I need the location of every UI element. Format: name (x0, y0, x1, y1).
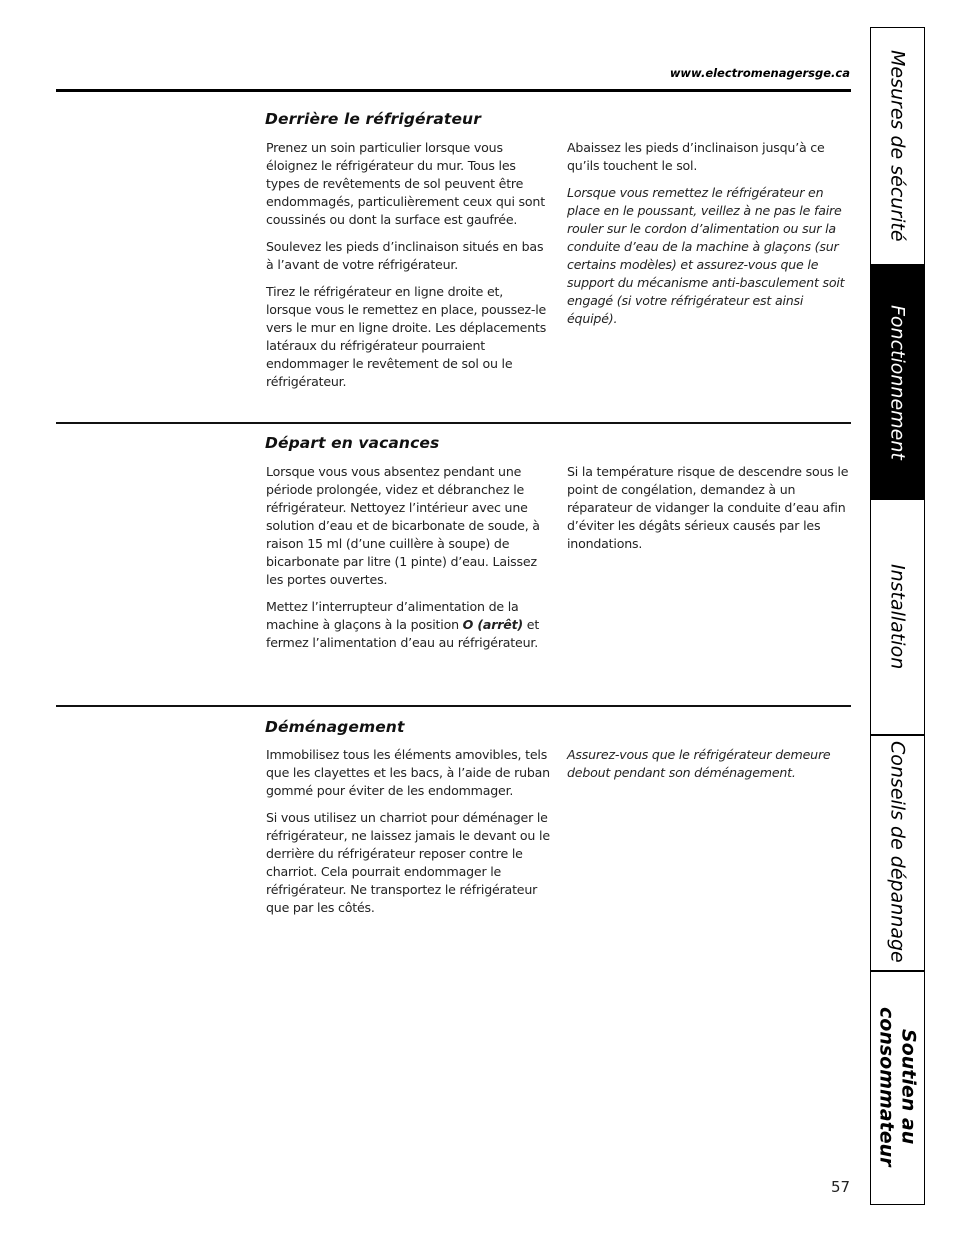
paragraph: Tirez le réfrigérateur en ligne droite et, lorsque vous le remettez en place, poussez-le vers le mur en ligne droite. Les déplacements latéraux du réfrigérateur pourraient endommager le revêtement de sol ou le réfrigérateur. (266, 284, 547, 389)
page-number: 57 (831, 1178, 851, 1196)
paragraph: Si vous utilisez un charriot pour déménager le réfrigérateur, ne laissez jamais le devant ou le derrière du réfrigérateur reposer contre le charriot. Cela pourrait endommager le réfrigérateur. Ne transportez le réfrigérateur que par les côtés. (266, 810, 550, 915)
paragraph: Soulevez les pieds d’inclinaison situés en bas à l’avant de votre réfrigérateur. (266, 239, 544, 272)
tab-label: Conseils de dépannage (886, 741, 909, 963)
tab-safety[interactable] (871, 28, 924, 264)
side-tabs (870, 27, 925, 1205)
section-moving-right (567, 746, 849, 791)
tab-label: Soutien au consommateur (875, 1007, 920, 1167)
tab-operation[interactable] (871, 264, 924, 500)
paragraph-italic: Lorsque vous remettez le réfrigérateur en place en le poussant, veillez à ne pas le faire rouler sur le cordon d’alimentation ou sur la conduite d’eau de la machine à glaçons (sur certains modèles) et assurez-vous que le support du mécanisme anti-basculement soit engagé (si votre réfrigérateur est ainsi équipé). (567, 185, 845, 326)
section-behind-fridge-left (266, 139, 551, 400)
paragraph-italic: Assurez-vous que le réfrigérateur demeure debout pendant son déménagement. (567, 747, 831, 780)
tab-label: Mesures de sécurité (886, 50, 909, 242)
section-rule (56, 705, 851, 707)
section-behind-fridge-right (567, 139, 849, 337)
paragraph: Immobilisez tous les éléments amovibles, tels que les clayettes et les bacs, à l’aide de ruban gommé pour éviter de les endommager. (266, 747, 550, 798)
tab-troubleshooting[interactable] (871, 734, 924, 970)
section-heading-vacation: Départ en vacances (265, 434, 440, 452)
section-heading-moving: Déménagement (265, 718, 405, 736)
tab-installation[interactable] (871, 500, 924, 734)
section-vacation-left (266, 463, 551, 661)
paragraph: Prenez un soin particulier lorsque vous éloignez le réfrigérateur du mur. Tous les types de revêtements de sol peuvent être endommagés, particulièrement ceux qui sont coussinés ou dont la surface est gaufrée. (266, 140, 545, 227)
emphasis-off: O (arrêt) (462, 617, 523, 632)
text: Mettez l’interrupteur d’alimentation de la machine à glaçons à la position (266, 599, 519, 632)
text: et fermez l’alimentation d’eau au réfrigérateur. (266, 617, 540, 650)
paragraph: Si la température risque de descendre sous le point de congélation, demandez à un réparateur de vidanger la conduite d’eau afin d’éviter les dégâts sérieux causés par les inondations. (567, 464, 849, 551)
tab-label: Fonctionnement (886, 304, 909, 460)
tab-label: Installation (886, 564, 909, 670)
paragraph: Lorsque vous vous absentez pendant une période prolongée, videz et débranchez le réfrigérateur. Nettoyez l’intérieur avec une solution d’eau et de bicarbonate de soude, à raison 15 ml (d’une cuillère à soupe) de bicarbonate par litre (1 pinte) d’eau. Laissez les portes ouvertes. (266, 464, 540, 587)
paragraph: Abaissez les pieds d’inclinaison jusqu’à ce qu’ils touchent le sol. (567, 140, 825, 173)
website-url: www.electromenagersge.ca (669, 66, 850, 80)
top-rule (56, 89, 851, 92)
section-moving-left (266, 746, 551, 926)
paragraph (266, 598, 551, 652)
section-vacation-right (567, 463, 849, 562)
section-heading-behind-fridge: Derrière le réfrigérateur (265, 110, 481, 128)
section-rule (56, 422, 851, 424)
tab-consumer-support[interactable] (871, 970, 924, 1204)
